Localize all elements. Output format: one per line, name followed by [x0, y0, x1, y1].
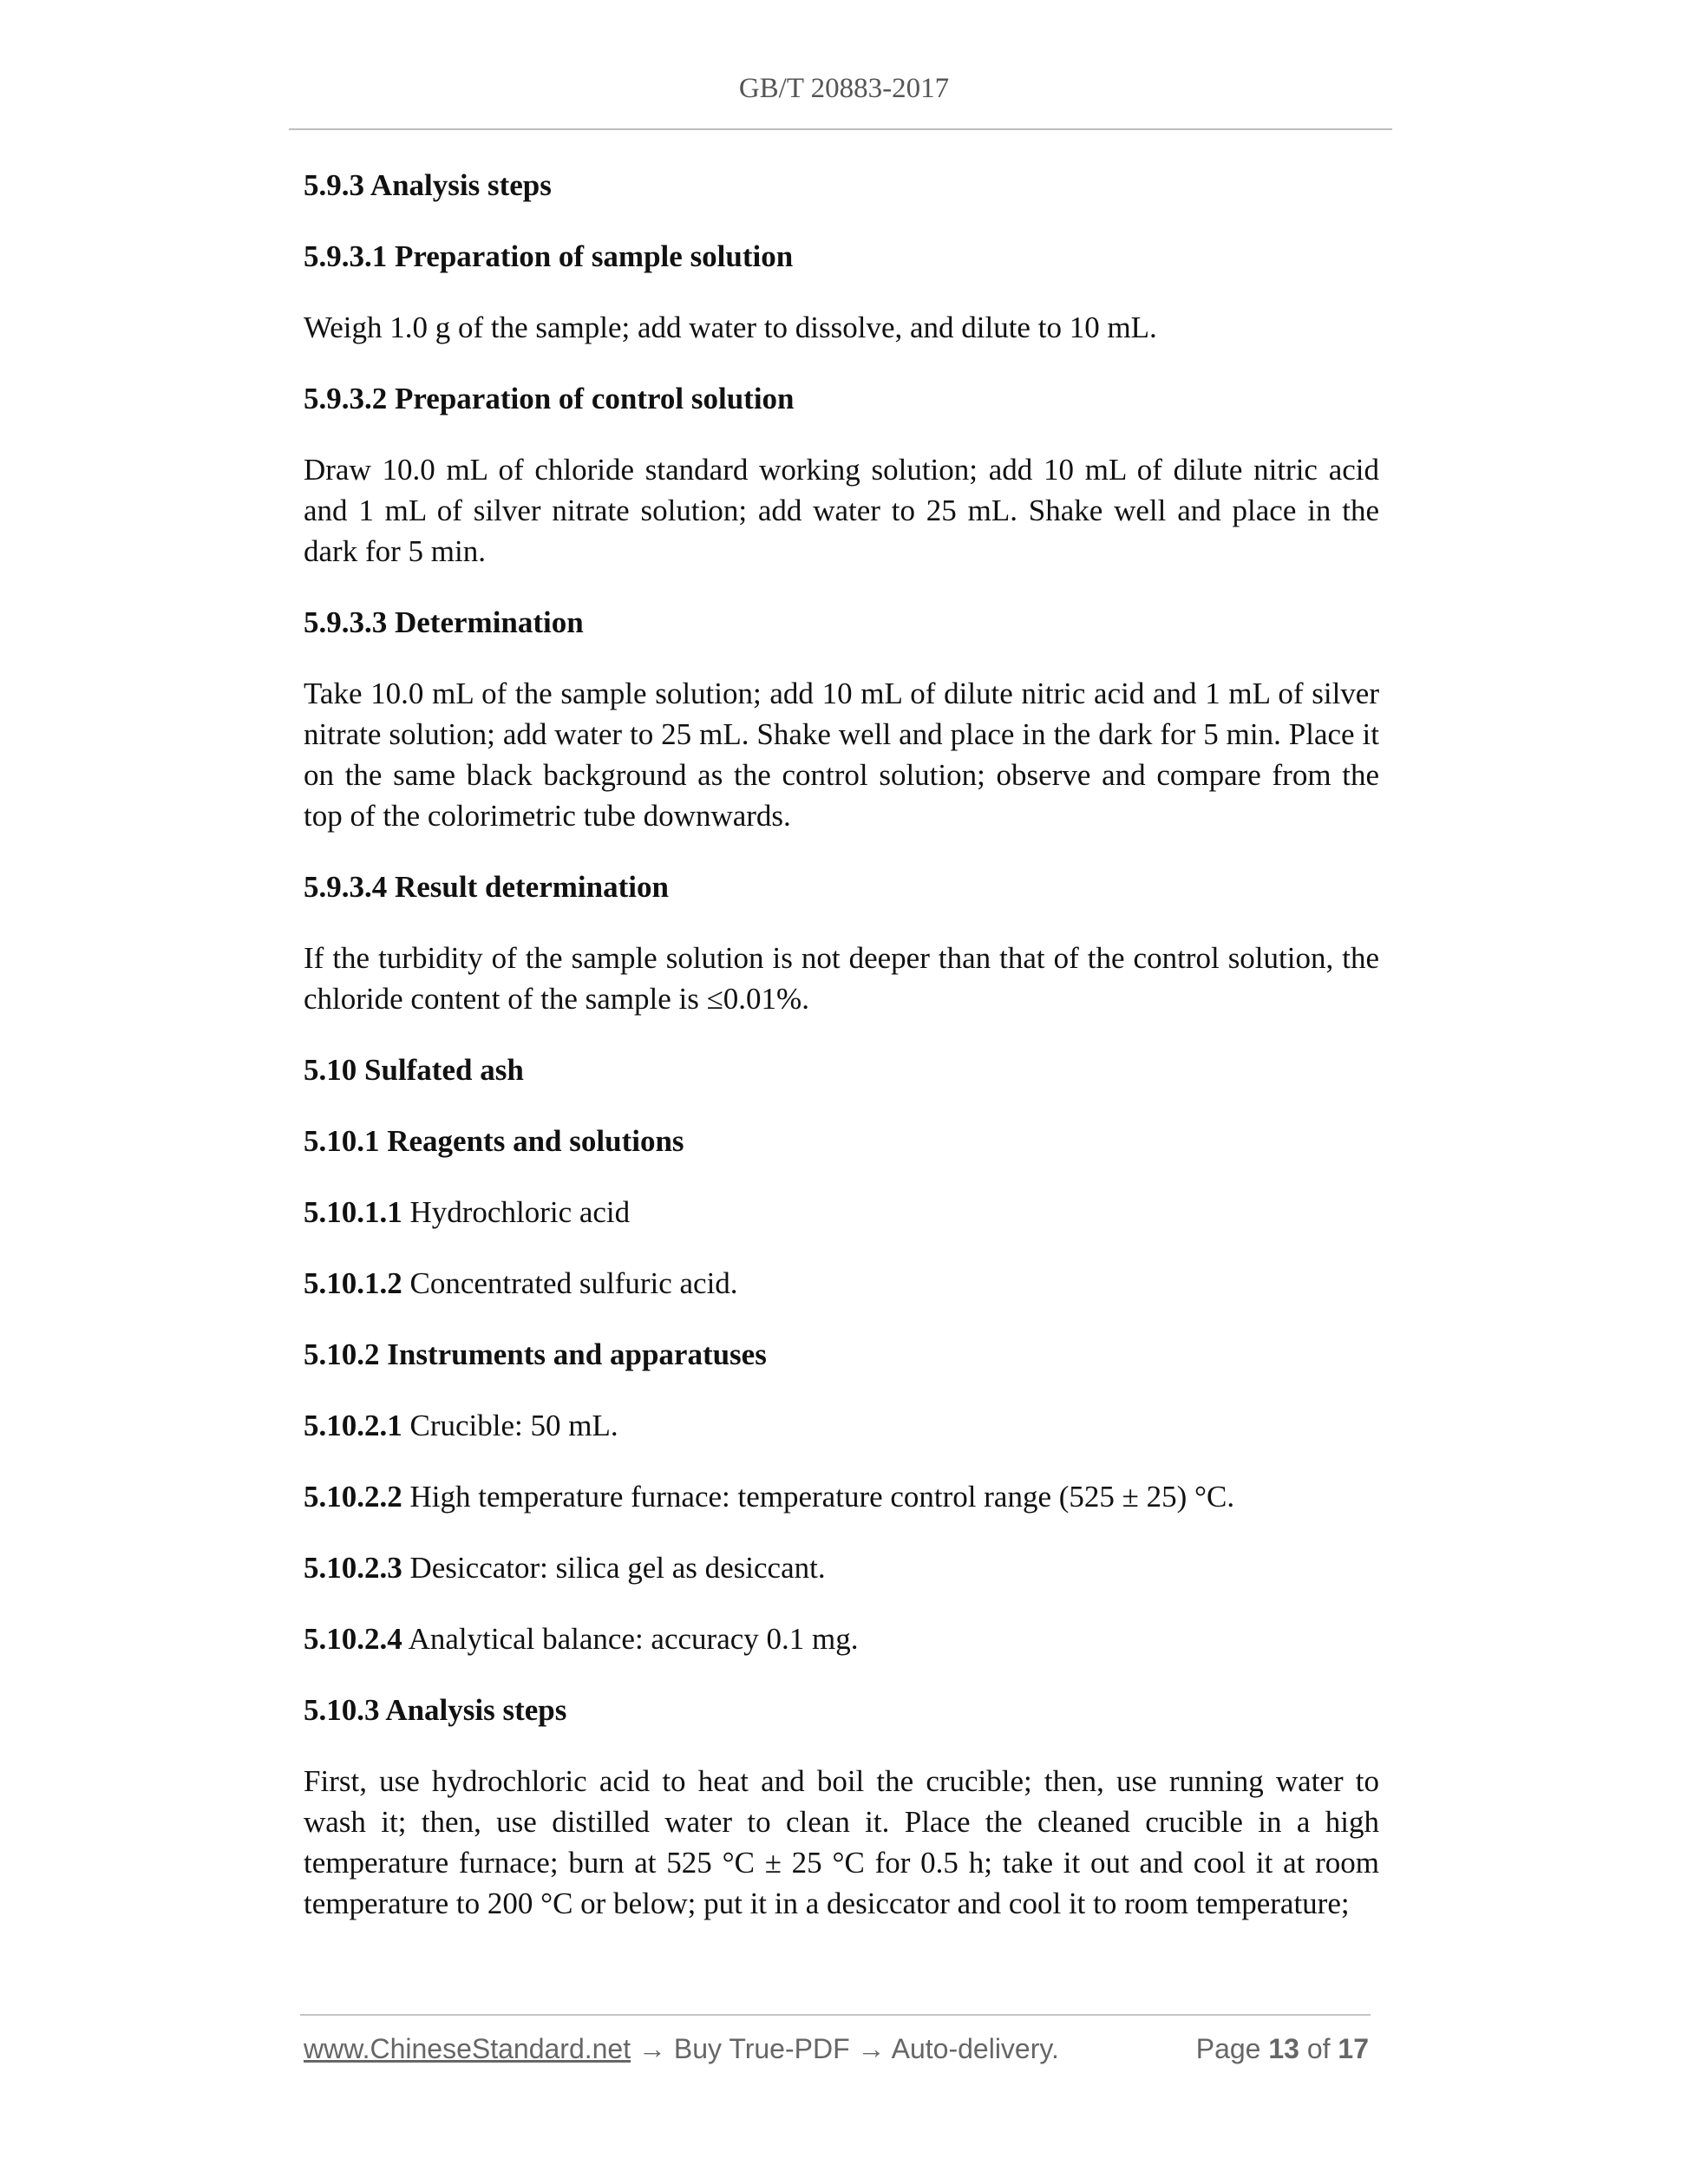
- document-header-title: GB/T 20883-2017: [738, 73, 950, 104]
- page-number: 13: [1268, 2033, 1299, 2064]
- page-footer: [304, 2033, 1379, 2071]
- heading-5-9-3-1: 5.9.3.1 Preparation of sample solution: [304, 239, 794, 273]
- paragraph-control-solution: Draw 10.0 mL of chloride standard working solution; add 10 mL of dilute nitric acid and 1 mL of silver nitrate solution; add water to 25 mL. Shake well and place in the dark for 5 min.: [304, 453, 1379, 568]
- list-item-5-10-1-1: [304, 1192, 1379, 1233]
- item-number: 5.10.2.2: [304, 1480, 402, 1514]
- item-number: 5.10.2.3: [304, 1551, 402, 1585]
- item-number: 5.10.1.1: [304, 1195, 402, 1229]
- item-text: Crucible: 50 mL.: [402, 1409, 618, 1442]
- item-number: 5.10.1.2: [304, 1266, 402, 1300]
- footer-promo-text: → Buy True-PDF → Auto-delivery.: [631, 2033, 1059, 2064]
- heading-5-9-3: 5.9.3 Analysis steps: [304, 168, 552, 202]
- list-item-5-10-2-1: [304, 1405, 1379, 1446]
- paragraph-determination: Take 10.0 mL of the sample solution; add 10 mL of dilute nitric acid and 1 mL of silver nitrate solution; add water to 25 mL. Shake well and place in the dark for 5 min. Place it on the same black background as the control solution; observe and compare from the top of the colorimetric tube downwards.: [304, 677, 1379, 833]
- heading-5-10: 5.10 Sulfated ash: [304, 1053, 524, 1087]
- item-number: 5.10.2.1: [304, 1409, 402, 1442]
- footer-divider: [300, 2014, 1371, 2016]
- heading-5-9-3-4: 5.9.3.4 Result determination: [304, 870, 669, 904]
- list-item-5-10-1-2: [304, 1263, 1379, 1304]
- of-label: of: [1306, 2033, 1331, 2064]
- heading-5-9-3-3: 5.9.3.3 Determination: [304, 605, 584, 639]
- page-indicator: [1196, 2033, 1369, 2065]
- paragraph-analysis-steps: First, use hydrochloric acid to heat and boil the crucible; then, use running water to wash it; then, use distilled water to clean it. Place the cleaned crucible in a high temperature furnace; burn at 525 °C ± 25 °C for 0.5 h; take it out and cool it at room temperature to 200 °C or below; put it in a desiccator and cool it to room temperature;: [304, 1764, 1379, 1920]
- page-total: 17: [1338, 2033, 1369, 2064]
- header-divider: [289, 128, 1392, 130]
- heading-5-10-1: 5.10.1 Reagents and solutions: [304, 1124, 684, 1158]
- heading-5-10-3: 5.10.3 Analysis steps: [304, 1693, 567, 1727]
- footer-promo: [304, 2033, 1059, 2065]
- heading-5-10-2: 5.10.2 Instruments and apparatuses: [304, 1337, 767, 1371]
- list-item-5-10-2-2: [304, 1476, 1379, 1517]
- list-item-5-10-2-3: [304, 1547, 1379, 1588]
- heading-5-9-3-2: 5.9.3.2 Preparation of control solution: [304, 382, 795, 415]
- item-number: 5.10.2.4: [304, 1622, 402, 1656]
- item-text: Hydrochloric acid: [402, 1195, 631, 1229]
- item-text: Desiccator: silica gel as desiccant.: [402, 1551, 826, 1585]
- paragraph-result-determination: If the turbidity of the sample solution is not deeper than that of the control solution, the chloride content of the sample is ≤0.01%.: [304, 941, 1379, 1016]
- item-text: High temperature furnace: temperature control range (525 ± 25) °C.: [402, 1480, 1235, 1514]
- page-content: [304, 165, 1379, 1924]
- website-link[interactable]: www.ChineseStandard.net: [304, 2033, 631, 2064]
- list-item-5-10-2-4: [304, 1618, 1379, 1659]
- item-text: Concentrated sulfuric acid.: [402, 1266, 738, 1300]
- paragraph-sample-solution: Weigh 1.0 g of the sample; add water to dissolve, and dilute to 10 mL.: [304, 311, 1157, 344]
- page-label: Page: [1195, 2033, 1261, 2064]
- item-text: Analytical balance: accuracy 0.1 mg.: [402, 1622, 859, 1656]
